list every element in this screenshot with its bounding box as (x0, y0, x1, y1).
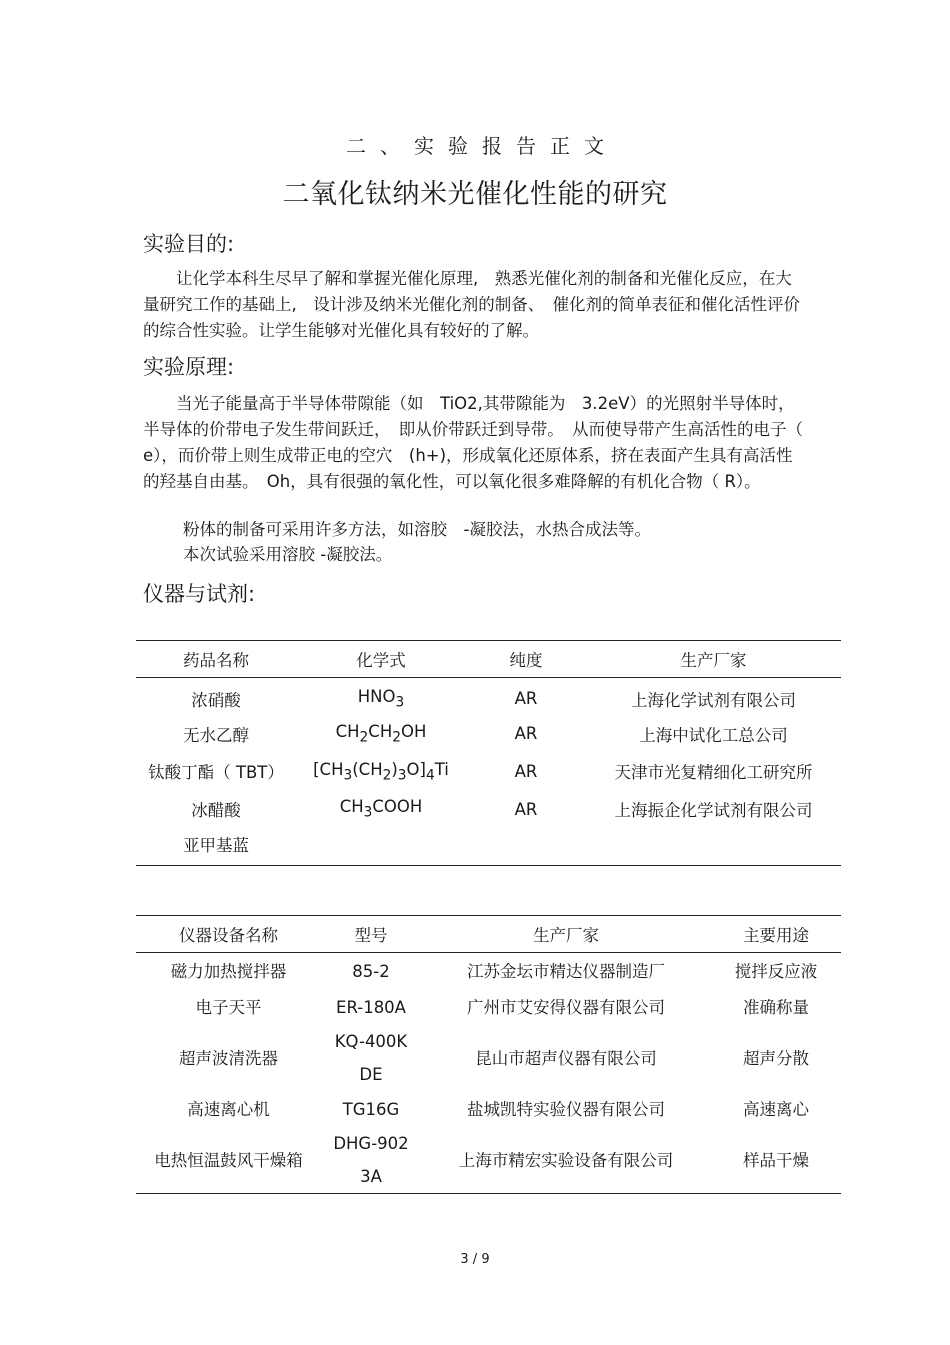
reagent-purity-cell: AR (514, 689, 538, 709)
reagent-maker-cell (586, 828, 841, 866)
section-heading: 二、实验报告正文 (346, 134, 618, 158)
instrument-name-cell: 电子天平 (195, 997, 262, 1017)
instrument-name-cell: 超声波清洗器 (179, 1048, 278, 1068)
instrument-model-line: DE (359, 1065, 383, 1084)
document-title: 二氧化钛纳米光催化性能的研究 (282, 179, 668, 210)
reagent-maker-cell: 上海化学试剂有限公司 (631, 690, 796, 710)
instrument-use-cell: 超声分散 (743, 1048, 809, 1068)
purpose-heading: 实验目的: (143, 232, 235, 256)
principle-heading: 实验原理: (143, 355, 235, 379)
reagent-name-cell: 无水乙醇 (183, 725, 249, 745)
principle-methods-line: 粉体的制备可采用许多方法，如溶胶 -凝胶法，水热合成法等。 (183, 520, 651, 539)
instrument-use-cell: 搅拌反应液 (734, 961, 818, 981)
instrument-header-use: 主要用途 (743, 926, 809, 945)
reagent-formula-cell: $CH_2CH_2OH$ (335, 722, 427, 746)
instrument-model-cell (321, 1025, 421, 1091)
instrument-model-line: 85-2 (352, 961, 390, 981)
instrument-model-cell (321, 953, 421, 990)
instrument-use-cell: 准确称量 (743, 997, 809, 1017)
instrument-model-line: DHG-902 (333, 1134, 409, 1153)
table-row (136, 1091, 841, 1127)
instrument-table (136, 915, 841, 1194)
table-row (136, 715, 841, 753)
reagent-formula-cell: $[CH_3(CH_2)_3O]_4Ti$ (313, 759, 449, 784)
reagent-header-purity: 纯度 (509, 651, 543, 670)
reagent-maker-cell: 上海振企化学试剂有限公司 (614, 801, 813, 821)
instrument-use-cell: 样品干燥 (743, 1150, 809, 1170)
reagent-formula-cell: $CH_3COOH$ (339, 797, 423, 821)
table-row (136, 989, 841, 1025)
reagent-name-cell: 浓硝酸 (191, 690, 241, 710)
reagent-purity-cell: AR (514, 799, 538, 819)
instrument-model-line: 3A (360, 1167, 382, 1186)
page-number: 3 / 9 (460, 1252, 490, 1267)
instrument-maker-cell: 广州市艾安得仪器有限公司 (467, 997, 665, 1017)
instrument-use-cell: 高速离心 (743, 1099, 809, 1119)
instrument-model-cell (321, 1127, 421, 1194)
instrument-name-cell: 电热恒温鼓风干燥箱 (154, 1150, 303, 1170)
instrument-header-name: 仪器设备名称 (179, 926, 278, 945)
instrument-header-model: 型号 (354, 926, 388, 945)
materials-heading: 仪器与试剂: (143, 582, 256, 606)
table-row (136, 678, 841, 716)
instrument-maker-cell: 盐城凯特实验仪器有限公司 (467, 1099, 665, 1119)
instrument-model-cell (321, 1091, 421, 1127)
reagent-maker-cell: 上海中试化工总公司 (639, 725, 788, 745)
reagent-purity-cell (466, 828, 586, 866)
table-row (136, 953, 841, 990)
instrument-maker-cell: 江苏金坛市精达仪器制造厂 (467, 961, 665, 981)
reagent-name-cell: 钛酸丁酯（ TBT） (148, 763, 284, 783)
instrument-model-line: TG16G (342, 1099, 400, 1119)
reagent-formula-cell: $HNO_3$ (357, 686, 405, 711)
reagent-purity-cell: AR (514, 761, 538, 781)
purpose-text: 让化学本科生尽早了解和掌握光催化原理, 熟悉光催化剂的制备和光催化反应，在大量研究工作的基础上, 设计涉及纳米光催化剂的制备、 催化剂的简单表征和催化活性评价的综合性实验。让学生能够对光催化具有较好的了解。 (143, 269, 800, 340)
reagent-header-name: 药品名称 (183, 651, 249, 670)
instrument-maker-cell: 昆山市超声仪器有限公司 (475, 1048, 657, 1068)
instrument-model-line: ER-180A (336, 997, 406, 1017)
reagent-header-maker: 生产厂家 (680, 651, 747, 670)
reagent-maker-cell: 天津市光复精细化工研究所 (614, 763, 813, 783)
table-row (136, 828, 841, 866)
principle-method-used-line: 本次试验采用溶胶 -凝胶法。 (183, 545, 393, 564)
purpose-paragraph (143, 266, 808, 344)
table-row (136, 753, 841, 791)
instrument-maker-cell: 上海市精宏实验设备有限公司 (458, 1150, 674, 1170)
reagent-header-formula: 化学式 (356, 651, 406, 670)
instrument-name-cell: 高速离心机 (187, 1099, 270, 1119)
reagent-formula-cell (296, 828, 466, 866)
reagent-name-cell: 冰醋酸 (191, 801, 241, 821)
reagent-header-row (136, 641, 841, 678)
instrument-header-maker: 生产厂家 (533, 926, 599, 945)
instrument-model-line: KQ-400K (334, 1032, 408, 1051)
principle-text: 当光子能量高于半导体带隙能（如 TiO2,其带隙能为 3.2eV）的光照射半导体时，半导体的价带电子发生带间跃迁， 即从价带跃迁到导带。 从而使导带产生高活性的电子（ e），而价带上则生成带正电的空穴 (h+)，形成氧化还原体系，挤在表面产生具有高活性的羟基自由基。 Oh，具有很强的氧化性，可以氧化很多难降解的有机化合物（ R）。 (143, 394, 803, 491)
reagent-name-cell: 亚甲基蓝 (183, 836, 249, 856)
instrument-name-cell: 磁力加热搅拌器 (170, 961, 287, 981)
principle-paragraph (143, 391, 808, 495)
instrument-header-row (136, 916, 841, 953)
table-row (136, 790, 841, 828)
instrument-model-cell (321, 989, 421, 1025)
table-row (136, 1025, 841, 1091)
reagent-table (136, 640, 841, 866)
reagent-purity-cell: AR (514, 724, 538, 744)
table-row (136, 1127, 841, 1194)
